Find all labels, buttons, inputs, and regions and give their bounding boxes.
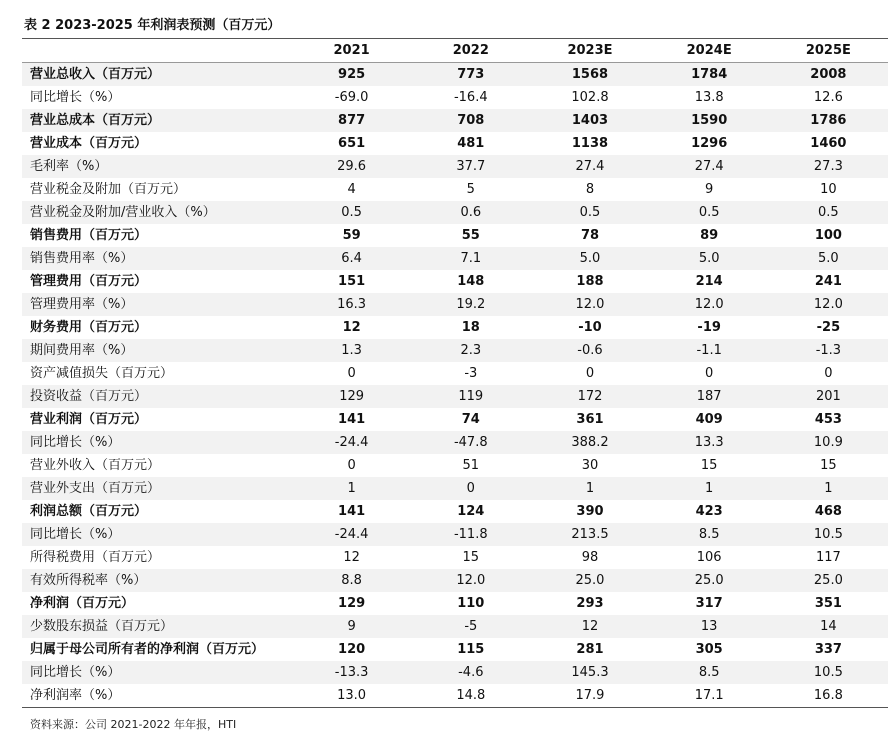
cell-value: 100 [814,228,842,243]
cell-value: 0 [705,366,714,381]
table-row [22,431,888,454]
cell-value: 1138 [571,136,609,151]
cell-value: 6.4 [292,247,411,270]
row-label: 净利润（百万元） [30,596,135,611]
cell-value: 129 [292,385,411,408]
cell-value: -4.6 [411,661,530,684]
cell-value: 13.3 [650,431,769,454]
row-label: 销售费用率（%） [22,247,292,270]
cell-value: 351 [814,596,842,611]
table-row [22,63,888,87]
table-row [22,500,888,523]
table-row [22,661,888,684]
cell-value: 27.4 [650,155,769,178]
cell-value: 12.0 [411,569,530,592]
cell-value: 0.6 [411,201,530,224]
cell-value: 74 [461,412,480,427]
cell-value: 12.0 [530,293,649,316]
cell-value: 27.4 [530,155,649,178]
row-label: 投资收益（百万元） [22,385,292,408]
row-label: 营业利润（百万元） [30,412,148,427]
cell-value: 1 [650,477,769,500]
row-label: 营业成本（百万元） [30,136,148,151]
cell-value: 0 [824,366,833,381]
cell-value: 25.0 [530,569,649,592]
cell-value: 13.0 [292,684,411,708]
cell-value: 51 [462,458,480,473]
cell-value: 9 [292,615,411,638]
row-label: 销售费用（百万元） [30,228,148,243]
table-row [22,362,888,385]
cell-value: -69.0 [334,90,369,105]
cell-value: 388.2 [530,431,649,454]
cell-value: 151 [338,274,366,289]
cell-value: 409 [695,412,723,427]
cell-value: 390 [576,504,604,519]
cell-value: 29.6 [292,155,411,178]
table-row [22,385,888,408]
cell-value: 124 [457,504,485,519]
cell-value: 0.5 [769,201,888,224]
table-title: 表 2 2023-2025 年利润表预测（百万元） [22,14,888,39]
row-label: 期间费用率（%） [22,339,292,362]
cell-value: 7.1 [411,247,530,270]
cell-value: 1786 [769,109,888,132]
source-note: 资料来源：公司 2021-2022 年年报，HTI [30,718,237,731]
cell-value: 148 [457,274,485,289]
row-label: 营业总成本（百万元） [22,109,292,132]
cell-value: 10.5 [769,661,888,684]
cell-value: 12.0 [650,293,769,316]
cell-value: 115 [457,642,485,657]
cell-value: 25.0 [769,569,888,592]
cell-value: 0 [411,477,530,500]
cell-value: 5.0 [650,247,769,270]
cell-value: 0.5 [292,201,411,224]
cell-value: -11.8 [411,523,530,546]
cell-value: 201 [769,385,888,408]
cell-value: 293 [576,596,604,611]
cell-value: 1403 [530,109,649,132]
table-row [22,339,888,362]
row-label: 少数股东损益（百万元） [22,615,292,638]
cell-value: 145.3 [530,661,649,684]
cell-value: 0.5 [530,201,649,224]
forecast-table [22,39,888,708]
cell-value: 8.5 [650,661,769,684]
cell-value: -5 [411,615,530,638]
row-label: 资产减值损失（百万元） [30,366,174,381]
cell-value: -10 [578,320,602,335]
table-row [22,293,888,316]
cell-value: 15 [462,550,480,565]
cell-value: 188 [576,274,604,289]
table-row [22,178,888,201]
cell-value: 16.3 [292,293,411,316]
table-row [22,638,888,661]
cell-value: -1.3 [769,339,888,362]
cell-value: 13.8 [694,90,724,105]
table-row [22,247,888,270]
cell-value: 4 [347,182,356,197]
row-label: 营业税金及附加/营业收入（%） [22,201,292,224]
cell-value: 129 [338,596,366,611]
cell-value: 2008 [769,63,888,87]
cell-value: 187 [650,385,769,408]
cell-value: 14 [769,615,888,638]
cell-value: 12 [343,550,360,565]
cell-value: -24.4 [292,523,411,546]
income-statement-forecast [22,14,888,732]
table-row [22,477,888,500]
cell-value: 141 [338,412,366,427]
cell-value: 89 [700,228,719,243]
table-row [22,86,888,109]
row-label: 所得税费用（百万元） [30,550,161,565]
cell-value: 1590 [650,109,769,132]
cell-value: 120 [338,642,366,657]
row-label: 同比增长（%） [22,661,292,684]
cell-value: 481 [457,136,485,151]
row-label: 营业总收入（百万元） [22,63,292,87]
cell-value: 1568 [530,63,649,87]
table-row [22,454,888,477]
cell-value: 708 [411,109,530,132]
table-row [22,684,888,708]
row-label: 营业外收入（百万元） [30,458,161,473]
table-row [22,224,888,247]
cell-value: 12 [530,615,649,638]
column-header-2022: 2022 [411,39,530,63]
table-row [22,132,888,155]
cell-value: 16.8 [769,684,888,708]
cell-value: 25.0 [650,569,769,592]
row-label: 同比增长（%） [22,523,292,546]
cell-value: 17.9 [530,684,649,708]
cell-value: 361 [576,412,604,427]
cell-value: 241 [814,274,842,289]
cell-value: 19.2 [411,293,530,316]
row-label: 管理费用（百万元） [30,274,148,289]
cell-value: 773 [411,63,530,87]
table-row [22,523,888,546]
column-header-2024e: 2024E [650,39,769,63]
cell-value: 8.8 [292,569,411,592]
cell-value: -25 [816,320,841,335]
cell-value: 0 [347,458,356,473]
cell-value: 453 [814,412,842,427]
cell-value: -13.3 [292,661,411,684]
cell-value: 317 [695,596,723,611]
cell-value: 423 [695,504,723,519]
column-header-label [22,39,292,63]
cell-value: 141 [338,504,366,519]
table-row [22,615,888,638]
column-header-2023e: 2023E [530,39,649,63]
cell-value: 214 [695,274,723,289]
cell-value: 1296 [691,136,728,151]
cell-value: 14.8 [411,684,530,708]
cell-value: 1 [769,477,888,500]
cell-value: 12 [342,320,361,335]
cell-value: 59 [342,228,361,243]
cell-value: 78 [580,228,600,243]
table-row [22,546,888,569]
cell-value: -24.4 [292,431,411,454]
cell-value: 106 [696,550,722,565]
cell-value: 8.5 [650,523,769,546]
cell-value: 0.5 [650,201,769,224]
cell-value: 9 [705,182,714,197]
cell-value: 15 [700,458,718,473]
table-row [22,408,888,431]
cell-value: 17.1 [650,684,769,708]
table-row [22,270,888,293]
cell-value: -0.6 [530,339,649,362]
cell-value: 651 [338,136,366,151]
table-row [22,592,888,615]
cell-value: 1 [292,477,411,500]
row-label: 利润总额（百万元） [30,504,148,519]
cell-value: 5.0 [769,247,888,270]
row-label: 归属于母公司所有者的净利润（百万元） [30,642,265,657]
row-label: 财务费用（百万元） [30,320,148,335]
cell-value: 8 [585,182,595,197]
cell-value: 925 [292,63,411,87]
cell-value: 102.8 [571,90,609,105]
cell-value: 5.0 [530,247,649,270]
cell-value: -47.8 [411,431,530,454]
row-label: 同比增长（%） [30,90,121,105]
cell-value: -16.4 [453,90,488,105]
cell-value: 18 [461,320,480,335]
cell-value: 213.5 [530,523,649,546]
cell-value: 172 [530,385,649,408]
table-row [22,316,888,339]
cell-value: 12.0 [769,293,888,316]
cell-value: 119 [411,385,530,408]
cell-value: 468 [814,504,842,519]
cell-value: 1 [530,477,649,500]
cell-value: 337 [814,642,842,657]
cell-value: 1460 [810,136,847,151]
cell-value: -19 [697,320,721,335]
cell-value: 13 [650,615,769,638]
column-header-2021: 2021 [292,39,411,63]
cell-value: 12.6 [813,90,843,105]
header-row [22,39,888,63]
row-label: 营业税金及附加（百万元） [30,182,187,197]
cell-value: 10.9 [769,431,888,454]
cell-value: -1.1 [650,339,769,362]
table-row [22,201,888,224]
cell-value: 110 [457,596,485,611]
cell-value: 55 [461,228,480,243]
cell-value: 37.7 [411,155,530,178]
cell-value: 877 [292,109,411,132]
cell-value: 2.3 [411,339,530,362]
cell-value: 10.5 [769,523,888,546]
cell-value: 281 [576,642,604,657]
table-row [22,569,888,592]
cell-value: 27.3 [769,155,888,178]
cell-value: 5 [466,182,475,197]
row-label: 净利润率（%） [22,684,292,708]
cell-value: 98 [581,550,599,565]
cell-value: 15 [820,458,837,473]
cell-value: 117 [815,550,841,565]
column-header-2025e: 2025E [769,39,888,63]
table-row [22,109,888,132]
row-label: 同比增长（%） [22,431,292,454]
cell-value: -3 [464,366,478,381]
cell-value: 10 [820,182,837,197]
row-label: 管理费用率（%） [22,293,292,316]
row-label: 毛利率（%） [22,155,292,178]
row-label: 营业外支出（百万元） [22,477,292,500]
cell-value: 305 [695,642,723,657]
cell-value: 1.3 [292,339,411,362]
cell-value: 0 [585,366,595,381]
cell-value: 30 [581,458,599,473]
cell-value: 0 [347,366,356,381]
row-label: 有效所得税率（%） [22,569,292,592]
table-row [22,155,888,178]
cell-value: 1784 [650,63,769,87]
